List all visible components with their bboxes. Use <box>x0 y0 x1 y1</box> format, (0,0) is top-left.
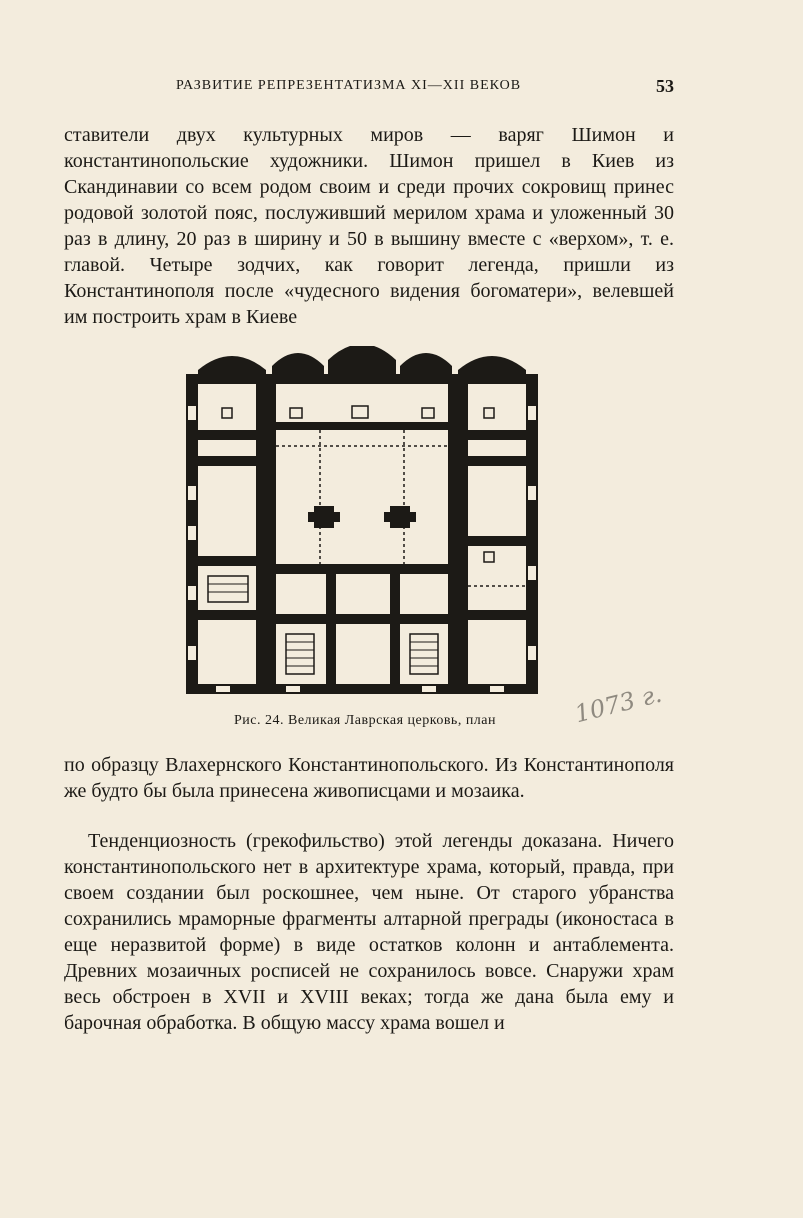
paragraph-2: по образцу Влахернского Константинопольского. Из Константинополя же будто бы была принесена живописцами и мозаика. <box>64 754 674 802</box>
paragraph-1: ставители двух культурных миров — варяг Шимон и константинопольские художники. Шимон пришел в Киев из Скандинавии со всем родом своим и среди прочих сокровищ принес родовой золотой пояс, послуживший мерилом храма и уложенный 30 раз в длину, 20 раз в ширину и 50 в вышину вместе с «верхом», т. е. главой. Четыре зодчих, как говорит легенда, пришли из Константинополя после «чудесного видения богоматери», велевшей им построить храм в Киеве <box>64 124 674 328</box>
running-head: РАЗВИТИЕ РЕПРЕЗЕНТАТИЗМА XI—XII ВЕКОВ <box>176 78 522 93</box>
handwritten-annotation: 1073 г. <box>571 679 665 729</box>
page-number: 53 <box>656 76 674 96</box>
page-header <box>64 76 674 102</box>
church-floor-plan <box>186 346 538 694</box>
paragraph-3: Тенденциозность (грекофильство) этой легенды доказана. Ничего константинопольского нет в архитектуре храма, который, правда, при своем создании был роскошнее, чем ныне. От старого убранства сохранились мраморные фрагменты алтарной преграды (иконостаса в еще неразвитой форме) в виде остатков колонн и антаблемента. Древних мозаичных росписей не сохранилось вовсе. Снаружи храм весь обстроен в XVII и XVIII веках; тогда же дана была ему и барочная обработка. В общую массу храма вошел и <box>64 830 674 1034</box>
figure-caption: Рис. 24. Великая Лаврская церковь, план <box>233 713 497 728</box>
